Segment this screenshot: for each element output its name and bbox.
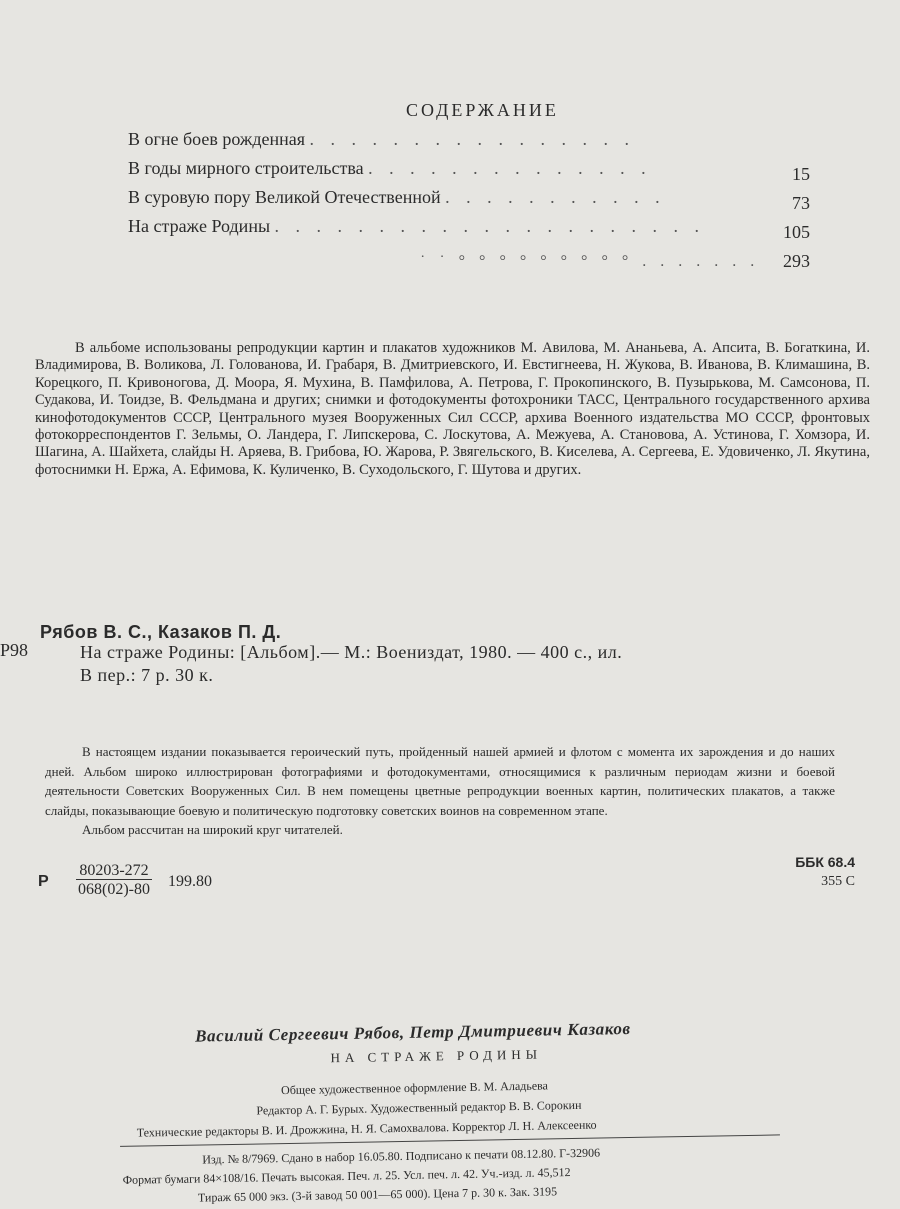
index-numerator: 80203-272 — [76, 862, 151, 880]
colophon-title: НА СТРАЖЕ РОДИНЫ — [330, 1046, 543, 1066]
toc-leader: . . . . . . . . . . . . . . — [368, 158, 652, 178]
colophon — [0, 1014, 900, 1205]
toc-page-number: 105 — [783, 222, 810, 242]
toc-leader: . . . . . . . . . . . . . . . . — [309, 129, 636, 149]
colophon-authors: Василий Сергеевич Рябов, Петр Дмитриевич Казаков — [194, 1018, 631, 1046]
index-denominator: 068(02)-80 — [78, 881, 150, 898]
toc-leader: . . . . . . . . . . . . . . . . . . . . . — [274, 216, 706, 236]
record-authors: Рябов В. С., Казаков П. Д. — [40, 622, 282, 642]
toc-title: СОДЕРЖАНИЕ — [406, 100, 559, 120]
record-price-line: В пер.: 7 р. 30 к. — [80, 665, 214, 685]
toc-page-number: 293 — [783, 251, 810, 271]
annotation-paragraph: В настоящем издании показывается героический путь, пройденный нашей армией и флотом с момента их зарождения и до наших дней. Альбом широко иллюстрирован фотографиями и фотодокументами, относящимися к различным периодам жизни и боевой деятельности Советских Вооруженных Сил. В нем помещены цветные репродукции военных картин, политических плакатов, а также слайды, показывающие боевую и политическую подготовку советских воинов на современном этапе. — [45, 744, 835, 818]
table-of-contents — [128, 125, 818, 241]
colophon-design: Общее художественное оформление В. М. Аладьева — [280, 1078, 549, 1098]
toc-item-label: В огне боев рожденная — [128, 129, 306, 149]
toc-page-number: 73 — [792, 193, 810, 213]
index-fraction — [60, 862, 168, 899]
toc-item — [128, 212, 818, 241]
toc-item-label: На стражe Родины — [128, 216, 271, 236]
bbk-line: 355 С — [821, 874, 855, 889]
illustration-credits: В альбоме использованы репродукции картин и плакатов художников М. Авилова, М. Ананьева, А. Апсита, В. Богаткина, И. Владимирова, В. Воликова, Л. Голованова, И. Грабаря, В. Дмитриевского, И. Евстигнеева, Н. Жукова, В. Иванова, В. Климашина, В. Корецкого, П. Кривоногова, Д. Моора, Я. Мухина, В. Памфилова, А. Петрова, Г. Прокопинского, В. Пузырькова, М. Самсонова, П. Судакова, И. Тоидзе, В. Фельдмана и других; снимки и фотодокументы фотохроники ТАСС, Центрального государственного архива кинофотодокументов СССР, Центрального музея Вооруженных Сил СССР, архива Военного издательства МО СССР, фронтовых фотокорреспондентов Г. Зельмы, О. Ландера, Г. Липскерова, С. Лоскутова, А. Межуева, А. Становова, А. Устинова, Г. Хомзора, И. Шагина, А. Шайхета, слайды Н. Аряева, В. Грибова, Ю. Жарова, Р. Звягельского, В. Киселева, А. Сергеева, Е. Удовиченко, Л. Якутина, фотоснимки Н. Ержа, А. Ефимова, К. Куличенко, В. Суходольского, Г. Шутова и других. — [35, 340, 870, 478]
toc-item-label: В суровую пору Великой Отечественной — [128, 187, 441, 207]
toc-item-label: В годы мирного строительства — [128, 158, 364, 178]
toc-dotted-leader: ˙ ˙ ° ° ° ° ° ° ° ° ° . . . . . . . — [420, 253, 760, 270]
toc-item — [128, 183, 818, 212]
index-letter: Р — [38, 873, 49, 890]
colophon-print-info: Изд. № 8/7969. Сдано в набор 16.05.80. Подписано к печати 08.12.80. Г-32906 — [202, 1145, 601, 1167]
colophon-print-info: Формат бумаги 84×108/16. Печать высокая. Печ. л. 25. Усл. печ. л. 42. Уч.-изд. л. 45,512 — [122, 1165, 571, 1187]
bbk-code — [795, 852, 855, 892]
annotation-paragraph: Альбом рассчитан на широкий круг читателей. — [82, 822, 343, 838]
colophon-print-info: Тираж 65 000 экз. (3-й завод 50 001—65 000). Цена 7 р. 30 к. Зак. 3195 — [197, 1184, 558, 1205]
toc-page-number: 15 — [792, 164, 810, 184]
toc-item — [128, 125, 818, 154]
record-title-line: На страже Родины: [Альбом].— М.: Воениздат, 1980. — 400 с., ил. — [80, 642, 623, 662]
colophon-tech-editors: Технические редакторы В. И. Дрожжина, Н. Я. Самохвалова. Корректор Л. Н. Алексеенко — [136, 1117, 597, 1140]
toc-leader: . . . . . . . . . . . — [445, 187, 666, 207]
record-code: Р98 — [0, 640, 29, 660]
colophon-editors: Редактор А. Г. Бурых. Художественный редактор В. В. Сорокин — [256, 1097, 582, 1118]
annotation — [45, 742, 835, 840]
toc-item — [128, 154, 818, 183]
index-tail: 199.80 — [168, 873, 212, 890]
bbk-line: ББК 68.4 — [795, 854, 855, 870]
